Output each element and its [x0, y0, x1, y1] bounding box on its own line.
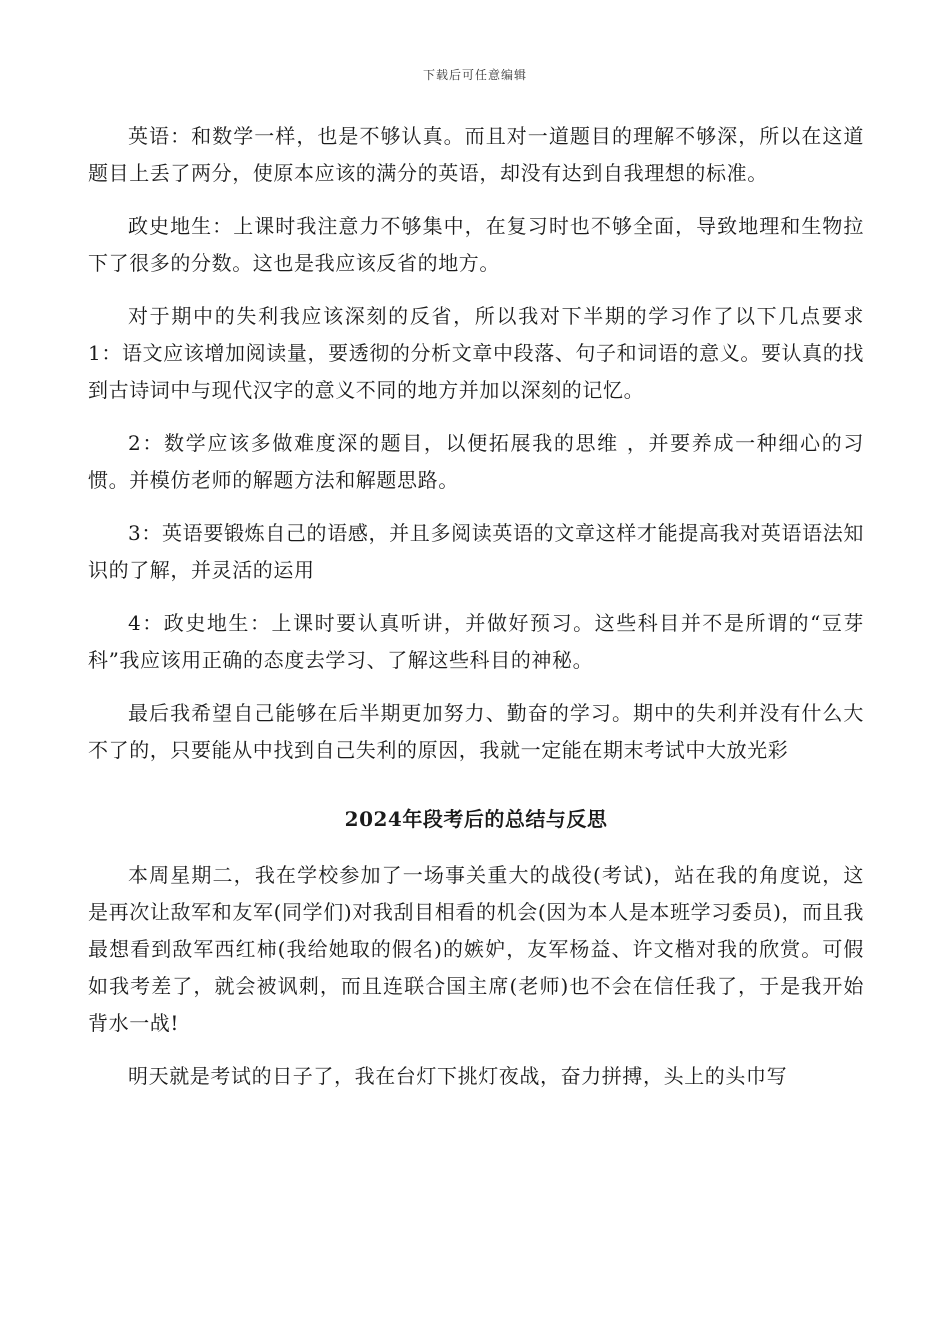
- page-header: 下载后可任意编辑: [422, 68, 527, 82]
- paragraph-requirement-4: 4：政史地生：上课时要认真听讲，并做好预习。这些科目并不是所谓的“豆芽科”我应该用正确的态度去学习、了解这些科目的神秘。: [88, 611, 864, 672]
- paragraph-requirement-3: 3：英语要锻炼自己的语感，并且多阅读英语的文章这样才能提高我对英语语法知识的了解，并灵活的运用: [88, 521, 864, 582]
- paragraph-requirements: 对于期中的失利我应该深刻的反省，所以我对下半期的学习作了以下几点要求 1：语文应该增加阅读量，要透彻的分析文章中段落、句子和词语的意义。要认真的找到古诗词中与现代汉字的意义不同的地方并加以深刻的记忆。: [88, 304, 864, 402]
- paragraph-exam-story: 本周星期二，我在学校参加了一场事关重大的战役(考试)，站在我的角度说，这是再次让敌军和友军(同学们)对我刮目相看的机会(因为本人是本班学习委员)，而且我最想看到敌军西红柿(我给她取的假名)的嫉妒，友军杨益、许文楷对我的欣赏。可假如我考差了，就会被讽刺，而且连联合国主席(老师)也不会在信任我了，于是我开始背水一战!: [88, 863, 864, 1035]
- paragraph-english: 英语：和数学一样，也是不够认真。而且对一道题目的理解不够深，所以在这道题目上丢了两分，使原本应该的满分的英语，却没有达到自我理想的标准。: [88, 124, 864, 185]
- paragraph-conclusion: 最后我希望自己能够在后半期更加努力、勤奋的学习。期中的失利并没有什么大不了的，只要能从中找到自己失利的原因，我就一定能在期末考试中大放光彩: [88, 701, 864, 762]
- paragraph-exam-eve: 明天就是考试的日子了，我在台灯下挑灯夜战，奋力拼搏，头上的头巾写: [128, 1064, 788, 1088]
- paragraph-politics-history: 政史地生：上课时我注意力不够集中，在复习时也不够全面，导致地理和生物拉下了很多的分数。这也是我应该反省的地方。: [88, 214, 864, 275]
- document-body: [88, 118, 864, 1111]
- paragraph-requirement-2: 2：数学应该多做难度深的题目，以便拓展我的思维 ，并要养成一种细心的习惯。并模仿老师的解题方法和解题思路。: [88, 431, 864, 492]
- section-title: 2024年段考后的总结与反思: [344, 807, 608, 831]
